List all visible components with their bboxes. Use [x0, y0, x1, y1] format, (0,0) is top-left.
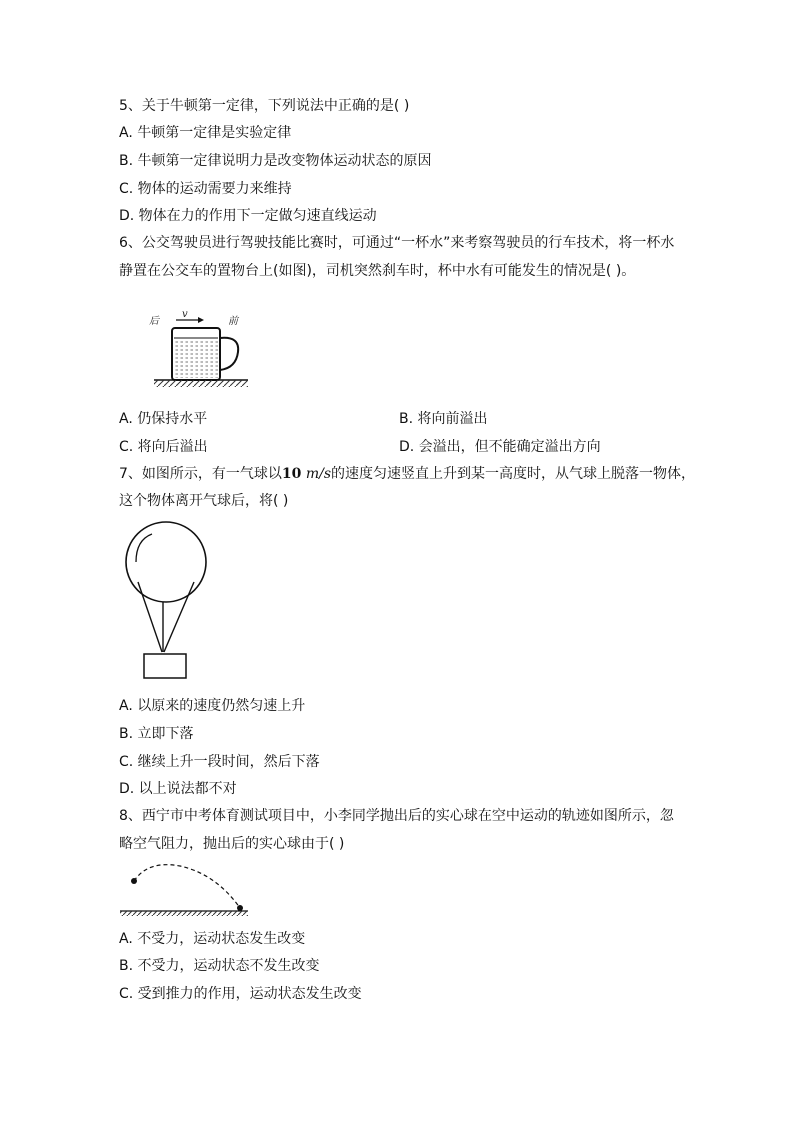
- q6-label-front: 前: [228, 316, 238, 327]
- box-icon: [144, 654, 186, 678]
- q7-speed-unit: m/s: [305, 466, 332, 482]
- q8-option-c: C. 受到推力的作用，运动状态发生改变: [119, 986, 362, 1002]
- q7-option-b: B. 立即下落: [119, 726, 194, 742]
- q7-stem-line2: 这个物体离开气球后，将( ): [119, 493, 289, 509]
- q8-stem: 8、西宁市中考体育测试项目中，小李同学抛出后的实心球在空中运动的轨迹如图所示，忽略空气阻力，抛出后的实心球由于( ): [119, 808, 674, 852]
- q6-stem: 6、公交驾驶员进行驾驶技能比赛时，可通过“一杯水”来考察驾驶员的行车技术，将一杯水静置在公交车的置物台上(如图)，司机突然刹车时，杯中水有可能发生的情况是( )。: [119, 235, 675, 279]
- q5-option-d: D. 物体在力的作用下一定做匀速直线运动: [119, 208, 377, 224]
- q6-option-b: B. 将向前溢出: [399, 411, 488, 427]
- q8-trajectory-figure: [118, 860, 258, 920]
- q8-option-b: B. 不受力，运动状态不发生改变: [119, 958, 320, 974]
- q5-option-a: A. 牛顿第一定律是实验定律: [119, 125, 292, 141]
- q6-label-back: 后: [149, 316, 159, 327]
- q7-speed-value: 10: [281, 466, 302, 482]
- q7-stem-before: 7、如图所示，有一气球以: [119, 466, 282, 482]
- ground-icon: [120, 911, 248, 916]
- q6-label-velocity: v: [182, 309, 188, 320]
- cup-icon: [172, 328, 238, 380]
- q7-option-a: A. 以原来的速度仍然匀速上升: [119, 698, 306, 714]
- q6-option-d: D. 会溢出，但不能确定溢出方向: [399, 439, 601, 455]
- q5-option-c: C. 物体的运动需要力来维持: [119, 181, 292, 197]
- velocity-arrow-icon: [176, 317, 204, 323]
- q7-option-c: C. 继续上升一段时间，然后下落: [119, 754, 320, 770]
- q7-stem-after: 的速度匀速竖直上升到某一高度时，从气球上脱落一物体，: [331, 466, 696, 482]
- q7-stem-line1: [119, 465, 695, 483]
- shelf-icon: [154, 380, 248, 387]
- q6-cup-figure: [140, 308, 260, 393]
- ball-start-icon: [131, 878, 137, 884]
- q7-balloon-figure: [118, 522, 218, 682]
- q7-option-d: D. 以上说法都不对: [119, 781, 237, 797]
- q5-option-b: B. 牛顿第一定律说明力是改变物体运动状态的原因: [119, 153, 432, 169]
- balloon-icon: [126, 522, 206, 652]
- q6-option-c: C. 将向后溢出: [119, 439, 208, 455]
- ball-end-icon: [237, 905, 243, 911]
- q8-option-a: A. 不受力，运动状态发生改变: [119, 931, 306, 947]
- q6-option-a: A. 仍保持水平: [119, 411, 208, 427]
- q5-stem: 5、关于牛顿第一定律，下列说法中正确的是( ): [119, 98, 410, 114]
- trajectory-curve-icon: [134, 865, 240, 908]
